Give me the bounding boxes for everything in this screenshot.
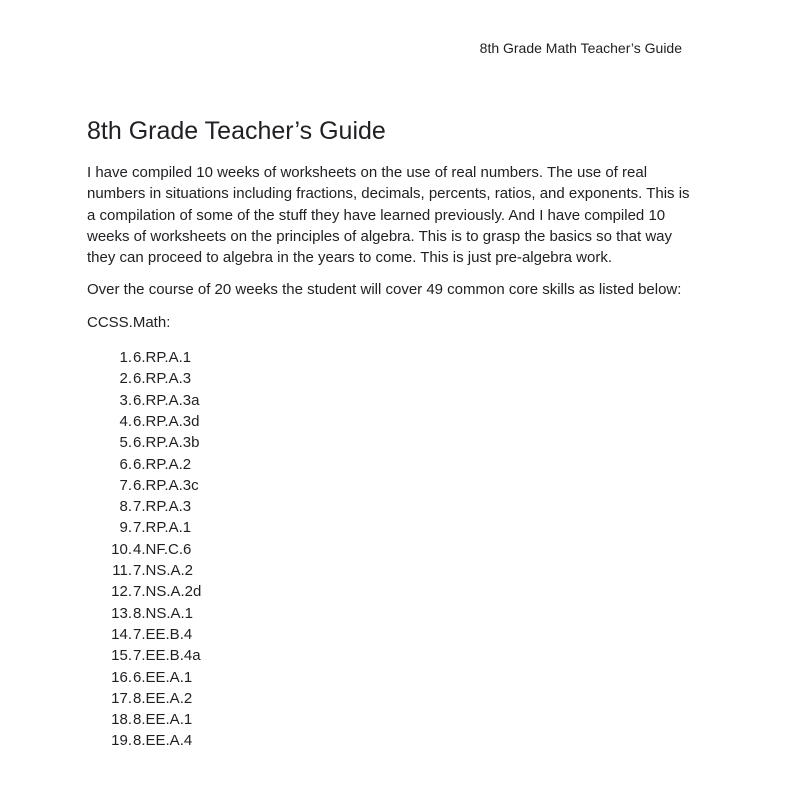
ccss-label: CCSS.Math: <box>87 313 171 331</box>
list-item-code: 8.EE.A.2 <box>133 689 193 707</box>
list-item <box>87 496 697 517</box>
list-item-number: 8. <box>119 498 132 516</box>
list-item <box>87 517 697 538</box>
list-item <box>87 603 697 624</box>
page-title: 8th Grade Teacher’s Guide <box>87 117 386 145</box>
list-item <box>87 368 697 389</box>
list-item <box>87 539 697 560</box>
skills-paragraph: Over the course of 20 weeks the student will cover 49 common core skills as listed below: <box>87 281 682 299</box>
list-item-number: 15. <box>111 647 132 665</box>
list-item-code: 8.NS.A.1 <box>133 604 194 622</box>
list-item <box>87 475 697 496</box>
list-item-number: 2. <box>119 370 132 388</box>
list-item <box>87 454 697 475</box>
list-item-code: 6.RP.A.2 <box>133 455 192 473</box>
list-item <box>87 390 697 411</box>
document-body <box>87 114 697 752</box>
list-item-number: 11. <box>112 562 132 580</box>
list-item-code: 6.RP.A.1 <box>133 349 192 367</box>
list-item-code: 8.EE.A.4 <box>133 732 193 750</box>
list-item-number: 16. <box>111 668 132 686</box>
list-item-code: 6.RP.A.3a <box>133 391 200 409</box>
list-item-number: 5. <box>119 434 132 452</box>
list-item-code: 6.RP.A.3c <box>133 476 199 494</box>
list-item <box>87 688 697 709</box>
list-item-number: 10. <box>111 540 132 558</box>
list-item-code: 7.NS.A.2d <box>133 583 202 601</box>
list-item-number: 17. <box>111 689 132 707</box>
list-item-number: 4. <box>119 412 132 430</box>
list-item <box>87 347 697 368</box>
list-item <box>87 581 697 602</box>
list-item-number: 14. <box>111 625 132 643</box>
list-item <box>87 624 697 645</box>
list-item-number: 7. <box>119 476 132 494</box>
list-item-code: 7.EE.B.4a <box>133 647 201 665</box>
list-item-number: 13. <box>111 604 132 622</box>
list-item-number: 18. <box>111 711 132 729</box>
list-item <box>87 560 697 581</box>
list-item <box>87 432 697 453</box>
list-item-code: 6.RP.A.3 <box>133 370 192 388</box>
list-item <box>87 645 697 666</box>
list-item-code: 8.EE.A.1 <box>133 711 193 729</box>
running-header: 8th Grade Math Teacher’s Guide <box>479 40 682 56</box>
list-item-number: 19. <box>111 732 132 750</box>
list-item-code: 4.NF.C.6 <box>133 540 192 558</box>
list-item-number: 1. <box>119 349 132 367</box>
list-item-code: 7.NS.A.2 <box>133 562 194 580</box>
list-item-code: 6.RP.A.3d <box>133 412 200 430</box>
list-item <box>87 411 697 432</box>
list-item-code: 6.RP.A.3b <box>133 434 200 452</box>
list-item-number: 12. <box>111 583 132 601</box>
list-item-number: 6. <box>119 455 132 473</box>
list-item-code: 6.EE.A.1 <box>133 668 193 686</box>
list-item <box>87 730 697 751</box>
standards-list <box>87 347 697 752</box>
intro-paragraph: I have compiled 10 weeks of worksheets on the use of real numbers. The use of real numbers in situations including fractions, decimals, percents, ratios, and exponents. This is a compilation of some of the stuff they have learned previously. And I have compiled 10 weeks of worksheets on the principles of algebra. This is to grasp the basics so that way they can proceed to algebra in the years to come. This is just pre-algebra work. <box>87 164 690 267</box>
list-item-code: 7.RP.A.1 <box>133 519 192 537</box>
list-item-number: 3. <box>119 391 132 409</box>
list-item <box>87 709 697 730</box>
list-item-number: 9. <box>119 519 132 537</box>
list-item-code: 7.EE.B.4 <box>133 625 193 643</box>
list-item <box>87 667 697 688</box>
list-item-code: 7.RP.A.3 <box>133 498 192 516</box>
